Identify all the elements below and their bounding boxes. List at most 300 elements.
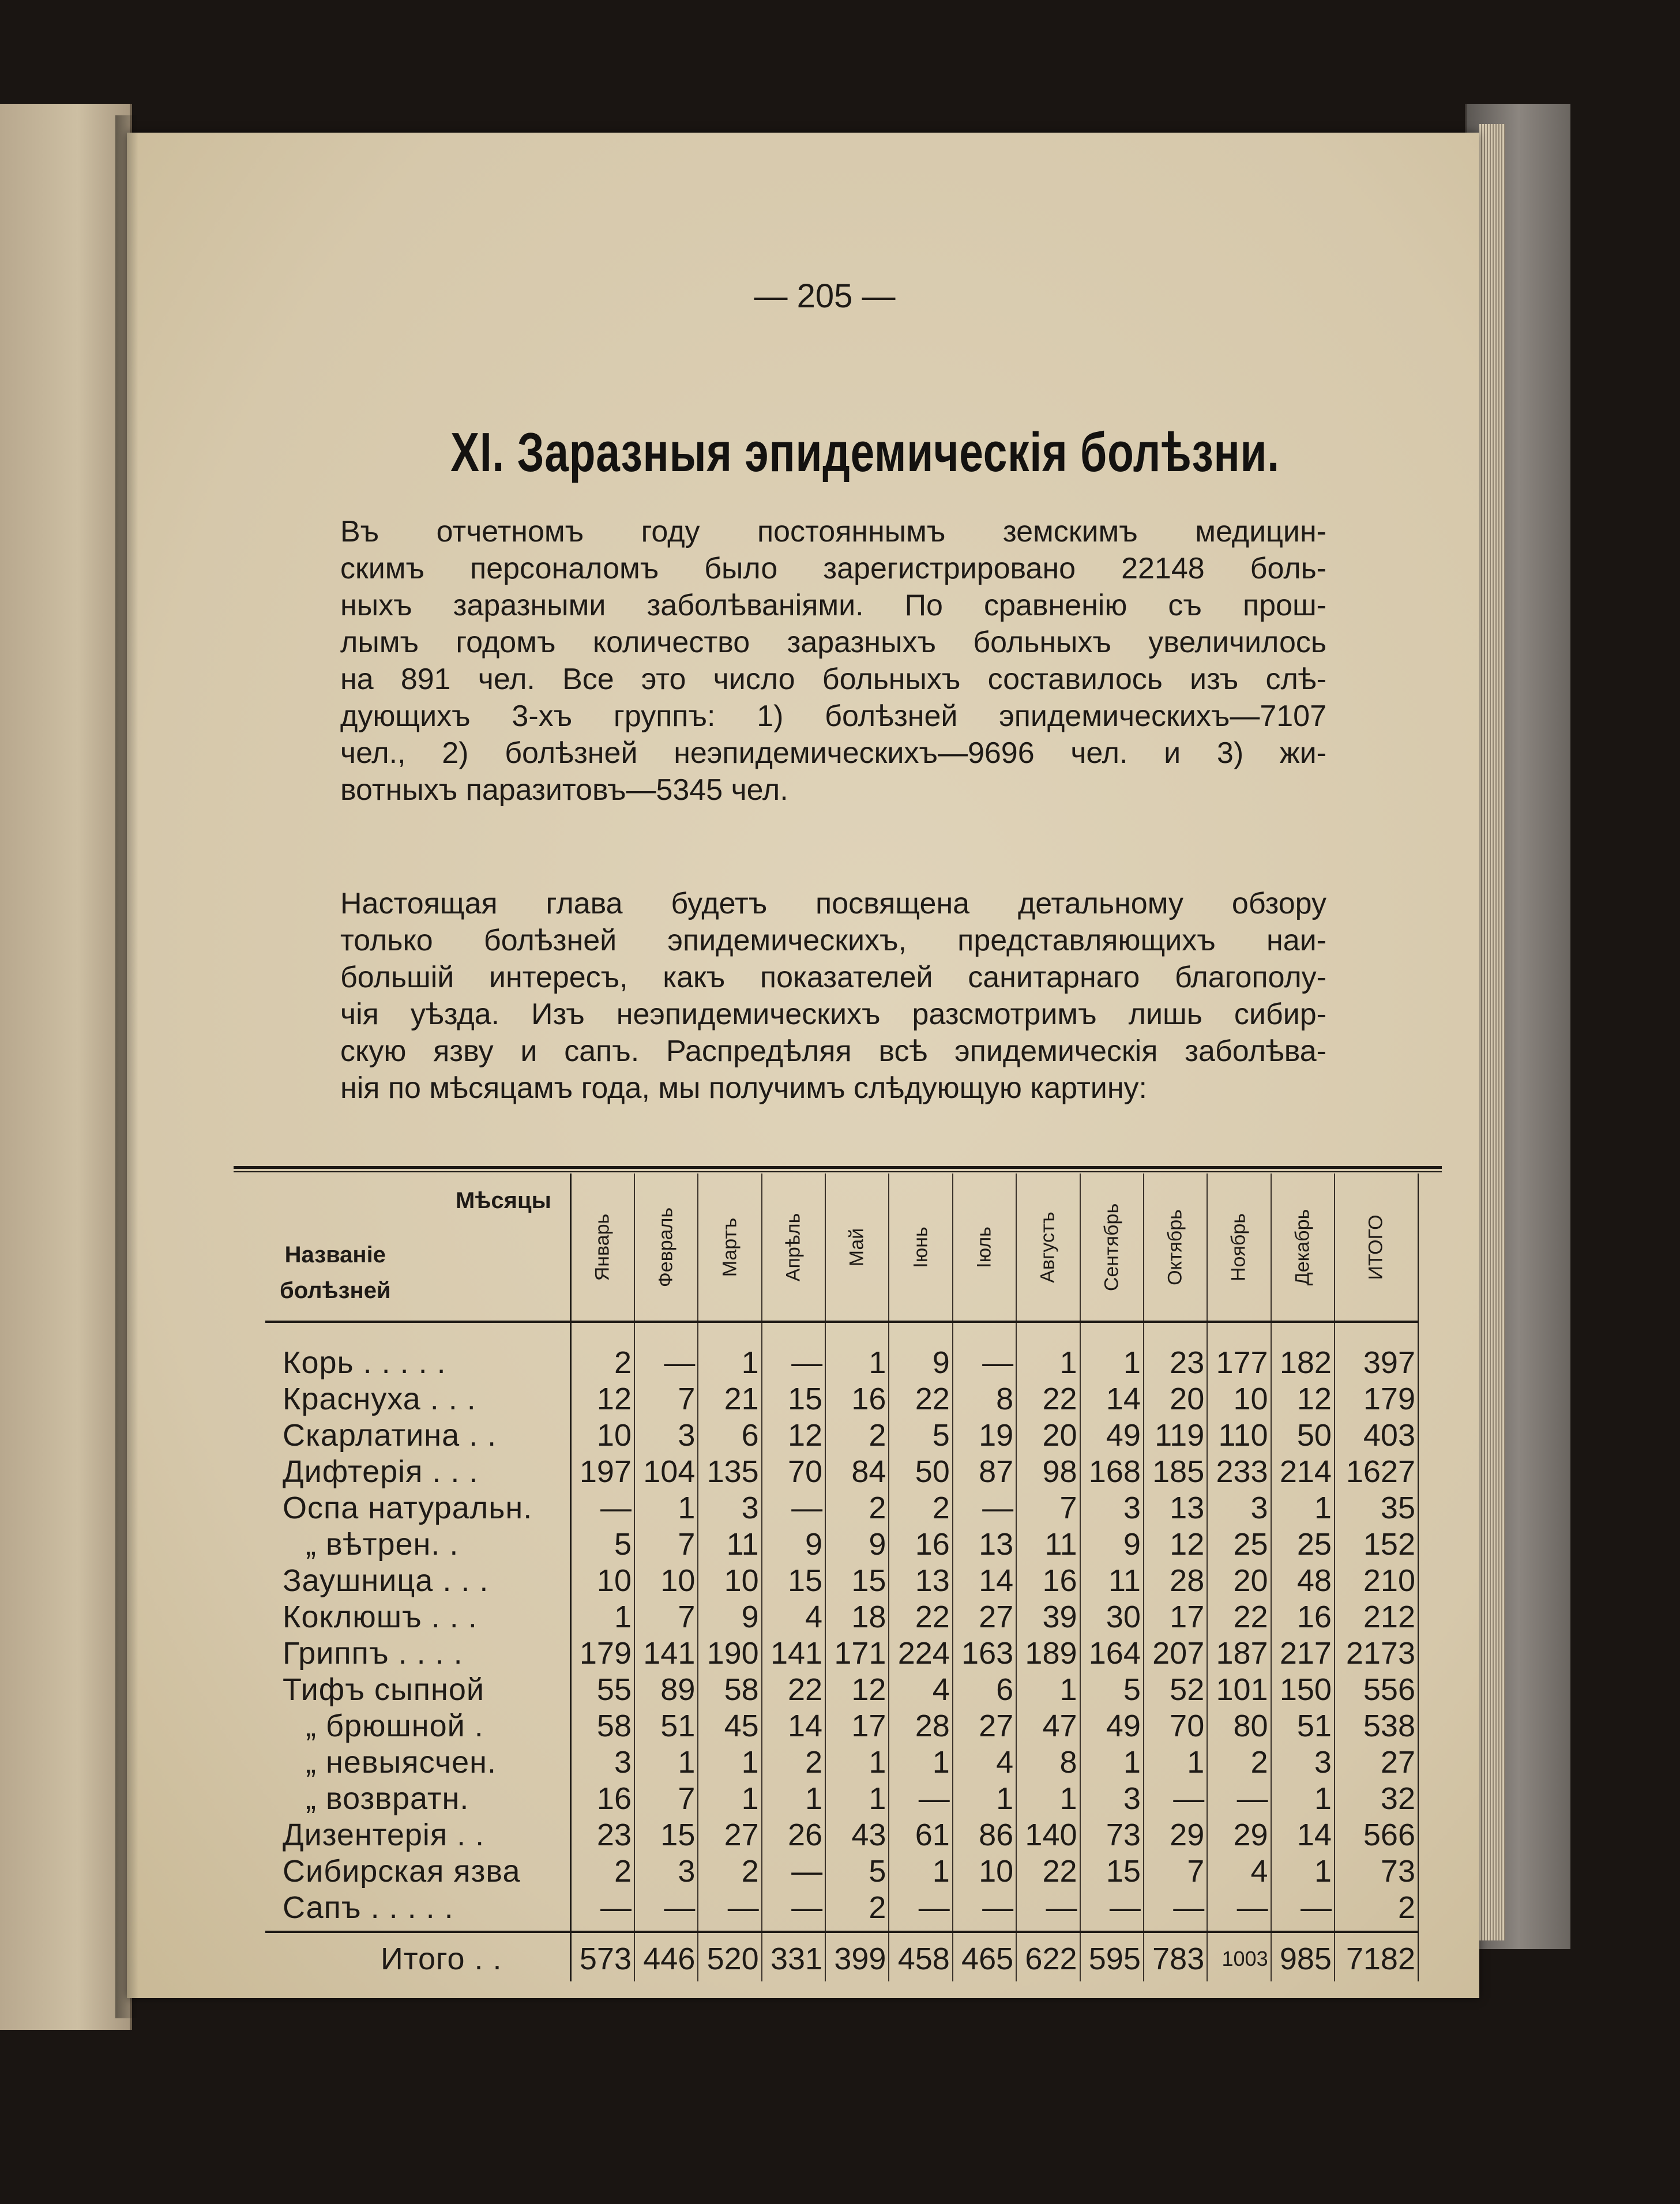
month-value: 30 [1080,1599,1144,1635]
month-value: 48 [1271,1563,1335,1599]
month-value: 3 [570,1744,634,1781]
row-total: 566 [1335,1817,1418,1853]
table-row [265,1490,1418,1526]
table-body [265,1322,1418,1981]
month-value: 14 [762,1708,825,1744]
disease-name: Краснуха . . . [265,1381,570,1417]
month-value: 1 [889,1744,952,1781]
disease-name: Сибирская язва [265,1853,570,1890]
row-total: 32 [1335,1781,1418,1817]
month-value: 7 [634,1599,698,1635]
month-value: 3 [1207,1490,1271,1526]
column-header-label: Іюль [973,1226,995,1268]
month-value: 2 [762,1744,825,1781]
month-value: 207 [1144,1635,1207,1672]
month-value: — [762,1490,825,1526]
column-header-label: Февраль [655,1207,677,1287]
month-value: 1 [570,1599,634,1635]
month-value: 22 [762,1672,825,1708]
month-value: 110 [1207,1417,1271,1454]
table-row [265,1526,1418,1563]
month-value: 7 [1016,1490,1080,1526]
month-value: 84 [825,1454,889,1490]
month-value: 2 [698,1853,761,1890]
paragraph-line: на 891 чел. Все это число больныхъ составилось изъ слѣ- [340,663,1326,696]
month-value: 1 [762,1781,825,1817]
month-value: 331 [762,1932,825,1981]
month-value: 49 [1080,1708,1144,1744]
month-value: 1 [889,1853,952,1890]
column-header-label: Мартъ [719,1217,741,1277]
month-value: 13 [953,1526,1016,1563]
disease-name: Скарлатина . . [265,1417,570,1454]
month-value: 217 [1271,1635,1335,1672]
month-value: 16 [889,1526,952,1563]
month-value: 1 [698,1781,761,1817]
month-value: 17 [825,1708,889,1744]
month-value: 10 [570,1563,634,1599]
month-value: 150 [1271,1672,1335,1708]
month-value: 164 [1080,1635,1144,1672]
month-value: 12 [1271,1381,1335,1417]
month-value: 3 [1080,1490,1144,1526]
column-header [1080,1174,1144,1322]
disease-name: Сапъ . . . . . [265,1890,570,1932]
month-value: 25 [1271,1526,1335,1563]
month-value: 1 [1016,1345,1080,1381]
month-value: 1 [1016,1781,1080,1817]
month-value: — [698,1890,761,1932]
month-value: 182 [1271,1345,1335,1381]
month-value: 1 [634,1490,698,1526]
month-value: 141 [762,1635,825,1672]
paragraph-line: скую язву и сапъ. Распредѣляя всѣ эпидемическія заболѣва- [340,1035,1326,1068]
month-value: 10 [698,1563,761,1599]
paragraph-line: чел., 2) болѣзней неэпидемическихъ—9696 чел. и 3) жи- [340,736,1326,770]
month-value: 104 [634,1454,698,1490]
month-value: 3 [1271,1744,1335,1781]
column-header [953,1174,1016,1322]
row-total: 73 [1335,1853,1418,1890]
month-value: 11 [698,1526,761,1563]
month-value: 17 [1144,1599,1207,1635]
table-row [265,1563,1418,1599]
row-total: 1627 [1335,1454,1418,1490]
disease-table-container [265,1174,1419,1981]
month-value: — [1144,1890,1207,1932]
month-value: 10 [634,1563,698,1599]
table-row [265,1345,1418,1381]
month-value: 119 [1144,1417,1207,1454]
chapter-title: XI. Заразныя эпидемическія болѣзни. [450,422,1280,483]
table-row [265,1635,1418,1672]
header-names-label [280,1237,391,1308]
month-value: 163 [953,1635,1016,1672]
table-row [265,1672,1418,1708]
month-value: 70 [762,1454,825,1490]
month-value: 10 [1207,1381,1271,1417]
month-value: 14 [953,1563,1016,1599]
month-value: — [1080,1890,1144,1932]
disease-table [265,1174,1419,1981]
month-value: 51 [634,1708,698,1744]
month-value: 58 [570,1708,634,1744]
month-value: 29 [1144,1817,1207,1853]
month-value: 2 [570,1345,634,1381]
table-top-rule [234,1166,1442,1169]
month-value: 15 [762,1563,825,1599]
month-value: 22 [889,1381,952,1417]
month-value: 5 [889,1417,952,1454]
month-value: 45 [698,1708,761,1744]
column-header-label: Апрѣль [782,1213,805,1281]
month-value: 1 [825,1744,889,1781]
month-value: 98 [1016,1454,1080,1490]
table-row [265,1454,1418,1490]
table-header-corner [265,1174,570,1322]
month-value: 29 [1207,1817,1271,1853]
month-value: — [1016,1890,1080,1932]
month-value: 28 [889,1708,952,1744]
month-value: 27 [953,1599,1016,1635]
month-value: 28 [1144,1563,1207,1599]
month-value: 171 [825,1635,889,1672]
month-value: — [953,1490,1016,1526]
row-total: 210 [1335,1563,1418,1599]
disease-name: Гриппъ . . . . [265,1635,570,1672]
table-row [265,1381,1418,1417]
month-value: 15 [634,1817,698,1853]
column-header [1207,1174,1271,1322]
month-value: 43 [825,1817,889,1853]
month-value: 187 [1207,1635,1271,1672]
column-header [698,1174,761,1322]
table-row [265,1599,1418,1635]
month-value: 3 [634,1417,698,1454]
month-value: 50 [889,1454,952,1490]
disease-name: Итого . . [265,1932,570,1981]
month-value: — [762,1890,825,1932]
table-top-rule-thin [234,1171,1442,1172]
month-value: 1 [1080,1345,1144,1381]
month-value: 7 [634,1381,698,1417]
month-value: 11 [1016,1526,1080,1563]
month-value: 9 [825,1526,889,1563]
disease-name: Заушница . . . [265,1563,570,1599]
month-value: 4 [1207,1853,1271,1890]
column-header-label: Іюнь [909,1226,932,1268]
month-value: 20 [1016,1417,1080,1454]
column-header [1144,1174,1207,1322]
month-value: 27 [953,1708,1016,1744]
paragraph-line: чія уѣзда. Изъ неэпидемическихъ разсмотримъ лишь сибир- [340,998,1326,1031]
month-value: 18 [825,1599,889,1635]
month-value: 520 [698,1932,761,1981]
month-value: 70 [1144,1708,1207,1744]
disease-name: Тифъ сыпной [265,1672,570,1708]
month-value: 22 [1207,1599,1271,1635]
month-value: 15 [825,1563,889,1599]
month-value: 189 [1016,1635,1080,1672]
row-total: 7182 [1335,1932,1418,1981]
table-row [265,1853,1418,1890]
month-value: 224 [889,1635,952,1672]
month-value: 2 [825,1417,889,1454]
month-value: 9 [1080,1526,1144,1563]
month-value: 177 [1207,1345,1271,1381]
paragraph-2 [340,885,1326,1107]
row-total: 35 [1335,1490,1418,1526]
paragraph-line: Настоящая глава будетъ посвящена детальному обзору [340,887,1326,920]
month-value: 6 [953,1672,1016,1708]
month-value: 185 [1144,1454,1207,1490]
month-value: 1 [825,1345,889,1381]
month-value: 23 [1144,1345,1207,1381]
month-value: — [762,1853,825,1890]
month-value: 9 [889,1345,952,1381]
month-value: 1 [1016,1672,1080,1708]
month-value: 25 [1207,1526,1271,1563]
paragraph-line: дующихъ 3-хъ группъ: 1) болѣзней эпидемическихъ—7107 [340,699,1326,733]
table-total-row [265,1932,1418,1981]
month-value: 13 [889,1563,952,1599]
month-value: 1 [634,1744,698,1781]
disease-name: „ вѣтрен. . [265,1526,570,1563]
month-value: 15 [762,1381,825,1417]
row-total: 27 [1335,1744,1418,1781]
month-value: 12 [762,1417,825,1454]
paragraph-line: вотныхъ паразитовъ—5345 чел. [340,773,788,807]
month-value: — [1144,1781,1207,1817]
table-gap-row [265,1322,1418,1345]
disease-name: Оспа натуральн. [265,1490,570,1526]
month-value: 12 [570,1381,634,1417]
column-header-label: Декабрь [1291,1209,1314,1285]
table-row [265,1781,1418,1817]
month-value: 23 [570,1817,634,1853]
month-value: 1 [1080,1744,1144,1781]
month-value: 16 [1271,1599,1335,1635]
month-value: 1003 [1207,1932,1271,1981]
column-header-label: ИТОГО [1365,1214,1387,1280]
column-header [634,1174,698,1322]
row-total: 212 [1335,1599,1418,1635]
month-value: 141 [634,1635,698,1672]
column-header-label: Августъ [1036,1211,1059,1283]
month-value: 595 [1080,1932,1144,1981]
month-value: 1 [953,1781,1016,1817]
month-value: 14 [1080,1381,1144,1417]
month-value: 2 [825,1890,889,1932]
month-value: 50 [1271,1417,1335,1454]
month-value: 458 [889,1932,952,1981]
month-value: 22 [889,1599,952,1635]
table-row [265,1744,1418,1781]
month-value: — [762,1345,825,1381]
month-value: 55 [570,1672,634,1708]
month-value: 1 [1271,1781,1335,1817]
month-value: 622 [1016,1932,1080,1981]
month-value: 197 [570,1454,634,1490]
disease-name: Дизентерія . . [265,1817,570,1853]
month-value: 179 [570,1635,634,1672]
month-value: — [634,1890,698,1932]
column-header [1335,1174,1418,1322]
paragraph-line: только болѣзней эпидемическихъ, представляющихъ наи- [340,924,1326,957]
month-value: 1 [1271,1853,1335,1890]
month-value: 12 [1144,1526,1207,1563]
month-value: 15 [1080,1853,1144,1890]
month-value: 9 [762,1526,825,1563]
month-value: 16 [570,1781,634,1817]
month-value: 80 [1207,1708,1271,1744]
month-value: 2 [889,1490,952,1526]
month-value: 573 [570,1932,634,1981]
month-value: 58 [698,1672,761,1708]
month-value: — [889,1781,952,1817]
month-value: — [1207,1781,1271,1817]
month-value: 49 [1080,1417,1144,1454]
column-header-label: Октябрь [1164,1209,1186,1285]
column-header-label: Сентябрь [1100,1203,1123,1291]
column-header-label: Май [845,1228,868,1266]
month-value: — [570,1490,634,1526]
column-header [825,1174,889,1322]
month-value: — [1271,1890,1335,1932]
table-row [265,1708,1418,1744]
paragraph-line: Въ отчетномъ году постояннымъ земскимъ медицин- [340,515,1326,548]
month-value: 446 [634,1932,698,1981]
page-number: — 205 — [754,277,896,315]
month-value: 1 [1144,1744,1207,1781]
month-value: — [1207,1890,1271,1932]
month-value: 6 [698,1417,761,1454]
month-value: 1 [1271,1490,1335,1526]
month-value: — [634,1345,698,1381]
month-value: 39 [1016,1599,1080,1635]
month-value: 10 [570,1417,634,1454]
paragraph-line: ныхъ заразными заболѣваніями. По сравненію съ прош- [340,589,1326,622]
row-total: 403 [1335,1417,1418,1454]
disease-name: „ брюшной . [265,1708,570,1744]
row-total: 397 [1335,1345,1418,1381]
month-value: 214 [1271,1454,1335,1490]
month-value: 465 [953,1932,1016,1981]
row-total: 2 [1335,1890,1418,1932]
disease-name: „ возвратн. [265,1781,570,1817]
month-value: 168 [1080,1454,1144,1490]
month-value: 20 [1207,1563,1271,1599]
month-value: 5 [570,1526,634,1563]
header-names-line-1: Названіе [284,1242,386,1268]
month-value: 20 [1144,1381,1207,1417]
table-row [265,1890,1418,1932]
month-value: 5 [825,1853,889,1890]
disease-name: Дифтерія . . . [265,1454,570,1490]
row-total: 179 [1335,1381,1418,1417]
month-value: 11 [1080,1563,1144,1599]
month-value: 135 [698,1454,761,1490]
month-value: 9 [698,1599,761,1635]
month-value: 3 [634,1853,698,1890]
month-value: — [889,1890,952,1932]
month-value: 1 [698,1345,761,1381]
disease-name: Коклюшъ . . . [265,1599,570,1635]
table-row [265,1817,1418,1853]
month-value: 16 [825,1381,889,1417]
paragraph-line: скимъ персоналомъ было зарегистрировано 22148 боль- [340,552,1326,585]
paragraph-line: нія по мѣсяцамъ года, мы получимъ слѣдующую картину: [340,1071,1147,1105]
month-value: 22 [1016,1381,1080,1417]
month-value: 2 [825,1490,889,1526]
month-value: 1 [825,1781,889,1817]
header-months-label: Мѣсяцы [456,1188,551,1213]
table-header-row [265,1174,1418,1322]
page-edges [1479,124,1505,1940]
paragraph-line: большій интересъ, какъ показателей санитарнаго благополу- [340,961,1326,994]
paragraph-line: лымъ годомъ количество заразныхъ больныхъ увеличилось [340,626,1326,659]
month-value: 61 [889,1817,952,1853]
paragraph-1 [340,513,1326,808]
left-page-edge [0,104,132,2030]
month-value: 7 [1144,1853,1207,1890]
month-value: 190 [698,1635,761,1672]
month-value: 2 [1207,1744,1271,1781]
disease-name: Корь . . . . . [265,1345,570,1381]
month-value: 8 [953,1381,1016,1417]
month-value: 3 [1080,1781,1144,1817]
month-value: 985 [1271,1932,1335,1981]
month-value: 86 [953,1817,1016,1853]
month-value: 7 [634,1526,698,1563]
month-value: 7 [634,1781,698,1817]
header-names-line-2: болѣзней [280,1278,391,1303]
month-value: 47 [1016,1708,1080,1744]
spine-shadow [115,115,138,2018]
month-value: 4 [762,1599,825,1635]
month-value: 87 [953,1454,1016,1490]
month-value: 1 [698,1744,761,1781]
column-header-label: Ноябрь [1227,1213,1250,1281]
row-total: 556 [1335,1672,1418,1708]
month-value: 26 [762,1817,825,1853]
month-value: — [953,1345,1016,1381]
month-value: 13 [1144,1490,1207,1526]
row-total: 538 [1335,1708,1418,1744]
month-value: 101 [1207,1672,1271,1708]
month-value: 4 [953,1744,1016,1781]
month-value: 12 [825,1672,889,1708]
month-value: 140 [1016,1817,1080,1853]
column-header [889,1174,952,1322]
month-value: 10 [953,1853,1016,1890]
month-value: 19 [953,1417,1016,1454]
column-header [570,1174,634,1322]
row-total: 2173 [1335,1635,1418,1672]
column-header [762,1174,825,1322]
month-value: 51 [1271,1708,1335,1744]
row-total: 152 [1335,1526,1418,1563]
month-value: 22 [1016,1853,1080,1890]
month-value: — [953,1890,1016,1932]
column-header-label: Январь [591,1213,614,1281]
month-value: 8 [1016,1744,1080,1781]
month-value: 5 [1080,1672,1144,1708]
table-row [265,1417,1418,1454]
month-value: 399 [825,1932,889,1981]
month-value: 16 [1016,1563,1080,1599]
month-value: 2 [570,1853,634,1890]
